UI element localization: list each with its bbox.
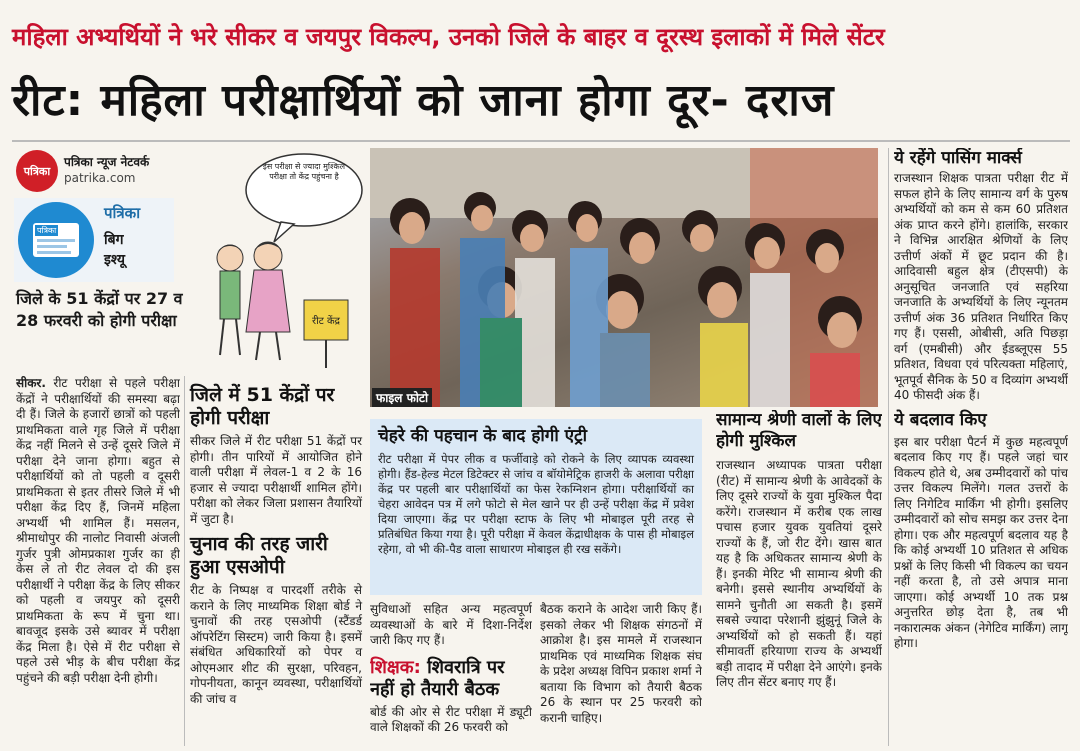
crowd-photo — [370, 148, 878, 407]
subhead-changes: ये बदलाव किए — [894, 409, 987, 430]
column-rule-right — [888, 148, 889, 746]
newspaper-icon-tag: पत्रिका — [37, 226, 57, 235]
story-column-6 — [894, 148, 1068, 748]
face-box-heading: चेहरे की पहचान के बाद होगी एंट्री — [378, 426, 588, 446]
story-text-2b: रीट के निष्पक्ष व पारदर्शी तरीके से कराने के लिए माध्यमिक शिक्षा बोर्ड ने चुनावों की तरह एसओपी (स्टैंडर्ड ऑपरेटिंग सिस्टम) जारी किया है। इसमें संबंधित अधिकारियों को पेपर व ओएमआर शीट की सुरक्षा, परिवहन, गोपनीयता, कानून व्यवस्था, परीक्षार्थियों की जांच व — [190, 583, 362, 706]
big-issue-tag — [104, 230, 125, 270]
subhead-51-centers: जिले में 51 केंद्रों पर होगी परीक्षा — [190, 384, 335, 429]
subhead-shivratri-rest: शिवरात्रि पर नहीं हो तैयारी बैठक — [370, 656, 505, 700]
brand-name: पत्रिका न्यूज नेटवर्क — [64, 155, 150, 169]
story-text-2a: सीकर जिले में रीट परीक्षा 51 केंद्रों पर होगी। तीन पारियों में आयोजित होने वाली परीक्षा में लेवल-1 व 2 के 16 हजार से ज्यादा परीक्षार्थी शामिल होंगे। परीक्षा को लेकर जिला प्रशासन तैयारियों में जुटा है। — [190, 434, 362, 526]
story-column-4: बैठक कराने के आदेश जारी किए हैं। इसको लेकर भी शिक्षक संगठनों में आक्रोश है। इस मामले में राजस्थान प्राथमिक एवं माध्यमिक शिक्षक संघ के प्रदेश अध्यक्ष विपिन प्रकाश शर्मा ने बताया कि विभाग को तैयारी बैठक 26 के स्थान पर 25 फरवरी को करानी चाहिए। — [540, 602, 702, 725]
patrika-logo-icon: पत्रिका — [16, 150, 58, 192]
cartoon-sign: रीट केंद्र — [312, 316, 340, 327]
photo-caption: फाइल फोटो — [372, 388, 432, 407]
story-column-5 — [716, 410, 882, 748]
crowd-photo-image — [370, 148, 878, 407]
story-text-5: राजस्थान अध्यापक पात्रता परीक्षा (रीट) में सामान्य श्रेणी के आवेदकों के लिए दूसरे राज्यों के युवा मुश्किल पैदा करेंगे। राजस्थान में करीब एक लाख पचास हजार युवक युवतियां दूसरे राज्यों के हैं, जो रीट देंगे। खास बात यह है कि अधिकतर सामान्य श्रेणी के हैं। इनकी मेरिट भी सामान्य श्रेणी की बनेगी। इससे स्थानीय अभ्यर्थियों के सामने चुनौती आ सकती है। इसमें सबसे ज्यादा परेशानी झुंझुनूं जिले के अभ्यर्थियों को हो सकती हैं। यहां सीमावर्ती हरियाणा राज्य के अभ्यर्थी बड़ी तादाद में परीक्षा देने आएंगे। इनके लिए तीन सेंटर बनाए गए हैं। — [716, 458, 882, 689]
big-issue-tag-line1: बिग — [104, 232, 124, 248]
face-box-text: रीट परीक्षा में पेपर लीक व फर्जीवाड़े को रोकने के लिए व्यापक व्यवस्था होगी। हैंड-हेल्ड मेटल डिटेक्टर से जांच व बॉयोमेट्रिक हाजरी के अलावा परीक्षा केंद्र पर पहली बार परीक्षार्थियों का फेस रेकग्निशन होगा। परीक्षार्थियों का चेहरा आवेदन पत्र में लगे फोटो से मेल खाने पर ही उन्हें परीक्षा केंद्र में प्रवेश दिया जाएगा। केंद्र पर परीक्षा स्टाफ के लिए भी मोबाइल पूरी तरह से प्रतिबंधित किया गया है। पूरी परीक्षा में केवल केंद्राधीक्षक के पास ही मोबाइल रहेगा, वो भी की-पैड वाला साधारण मोबाइल ही रख सकेंगे। — [378, 452, 694, 556]
big-issue-tag-line2: इश्यू — [104, 252, 125, 268]
story-column-1 — [16, 376, 180, 746]
side-headline: जिले के 51 केंद्रों पर 27 व 28 फरवरी को होगी परीक्षा — [16, 289, 183, 330]
newspaper-icon — [18, 202, 94, 278]
cartoon-speech-bubble: इस परीक्षा से ज्यादा मुश्किल परीक्षा तो केंद्र पहुंचना है — [262, 162, 346, 181]
header-rule — [12, 140, 1070, 142]
dateline: सीकर. — [16, 376, 46, 390]
subhead-passing-marks: ये रहेंगे पासिंग मार्क्स — [894, 148, 1022, 168]
subhead-sop: चुनाव की तरह जारी हुआ एसओपी — [190, 533, 328, 578]
story-column-3 — [370, 602, 532, 748]
story-text-6b: इस बार परीक्षा पैटर्न में कुछ महत्वपूर्ण बदलाव किए गए हैं। पहले जहां चार विकल्प होते थे, अब उम्मीदवारों को पांच उत्तर विकल्प मिलेंगे। गलत उत्तरों के लिए निगेटिव मार्किंग भी होगी। इसलिए उम्मीदवारों को सोच समझ कर उत्तर देना होगा। एक और महत्वपूर्ण बदलाव यह है कि कोई अभ्यर्थी 10 प्रतिशत से अधिक प्रश्नों के लिए किसी भी विकल्प का चयन नहीं करता है, तो उसे अपात्र माना जाएगा। कोई अभ्यर्थी 10 तक प्रश्न अनुत्तरित छोड़ देता है, तब भी नकारात्मक अंकन (नेगेटिव मार्किंग) लागू होगा। — [894, 434, 1068, 650]
big-issue-brand: पत्रिका — [104, 204, 141, 222]
column-rule — [184, 376, 185, 746]
face-recognition-box — [370, 419, 702, 595]
story-text-3a: सुविधाओं सहित अन्य महत्वपूर्ण व्यवस्थाओं के बारे में दिशा-निर्देश जारी किए गए हैं। — [370, 602, 532, 647]
story-text-3b: बोर्ड की ओर से रीट परीक्षा में ड्यूटी वाले शिक्षकों की 26 फरवरी को — [370, 704, 532, 734]
story-column-2 — [190, 384, 362, 707]
main-headline: रीट: महिला परीक्षार्थियों को जाना होगा दूर- दराज — [12, 75, 835, 126]
brand-site: patrika.com — [64, 171, 136, 185]
story-text-6a: राजस्थान शिक्षक पात्रता परीक्षा रीट में सफल होने के लिए सामान्य वर्ग के पुरुष अभ्यर्थियों को कम से कम 60 प्रतिशत अंक प्राप्त करने होंगे। हालांकि, सरकार ने विभिन्न आरक्षित श्रेणियों के लिए उत्तीर्ण अंकों में छूट प्रदान की है। आदिवासी बहुल क्षेत्र (टीएसपी) के अनुसूचित जनजाति एवं सहरिया जनजाति के अभ्यर्थियों के लिए न्यूनतम उत्तीर्ण अंक 36 प्रतिशत निर्धारित किए गए हैं। एससी, ओबीसी, अति पिछड़ा वर्ग (एमबीसी) और ईडब्लूएस 55 प्रतिशत, विधवा एवं परित्यक्ता महिलाएं, भूतपूर्व सैनिक के 50 व दिव्यांग अभ्यर्थी 40 फीसदी अंक हैं। — [894, 171, 1068, 402]
subhead-shivratri-red: शिक्षक: — [370, 656, 421, 678]
story-text-1: रीट परीक्षा से पहले परीक्षा केंद्रों ने परीक्षार्थियों की समस्या बढ़ा दी हैं। जिले के हजारों छात्रों को पहली प्राथमिकता वाले गृह जिले में परीक्षा केंद्र नहीं मिलने से उन्हें दूसरे जिले में परीक्षा देने जाना होगा। बहुत से परीक्षार्थियों को तो पहली व दूसरी प्राथमिकता से इतर तीसरे जिले में भी परीक्षा केंद्र दिए हैं, जिनमें महिला अभ्यर्थी भी शामिल हैं। मसलन, श्रीमाधोपुर की नालोट निवासी अंजली गुर्जर पुत्री ओमप्रकाश गुर्जर का ही केस ले तो रीट लेवल दो की इस परीक्षार्थी ने परीक्षा केंद्र के लिए सीकर को पहली व जयपुर को दूसरी प्राथमिकता के रूप में चुना था। बावजूद इसके उसे ब्यावर में परीक्षा केंद्र मिला है। ऐसे में रीट परीक्षा से पहले उसे भीड़ के बीच परीक्षा केंद्र पहुंचने की बड़ी परीक्षा देनी होगी। — [16, 376, 180, 685]
cartoon-illustration — [186, 150, 366, 375]
kicker-headline: महिला अभ्यर्थियों ने भरे सीकर व जयपुर विकल्प, उनको जिले के बाहर व दूरस्थ इलाकों में मिले सेंटर — [12, 23, 885, 51]
subhead-general-category: सामान्य श्रेणी वालों के लिए होगी मुश्किल — [716, 410, 882, 451]
subhead-shivratri — [370, 657, 532, 701]
